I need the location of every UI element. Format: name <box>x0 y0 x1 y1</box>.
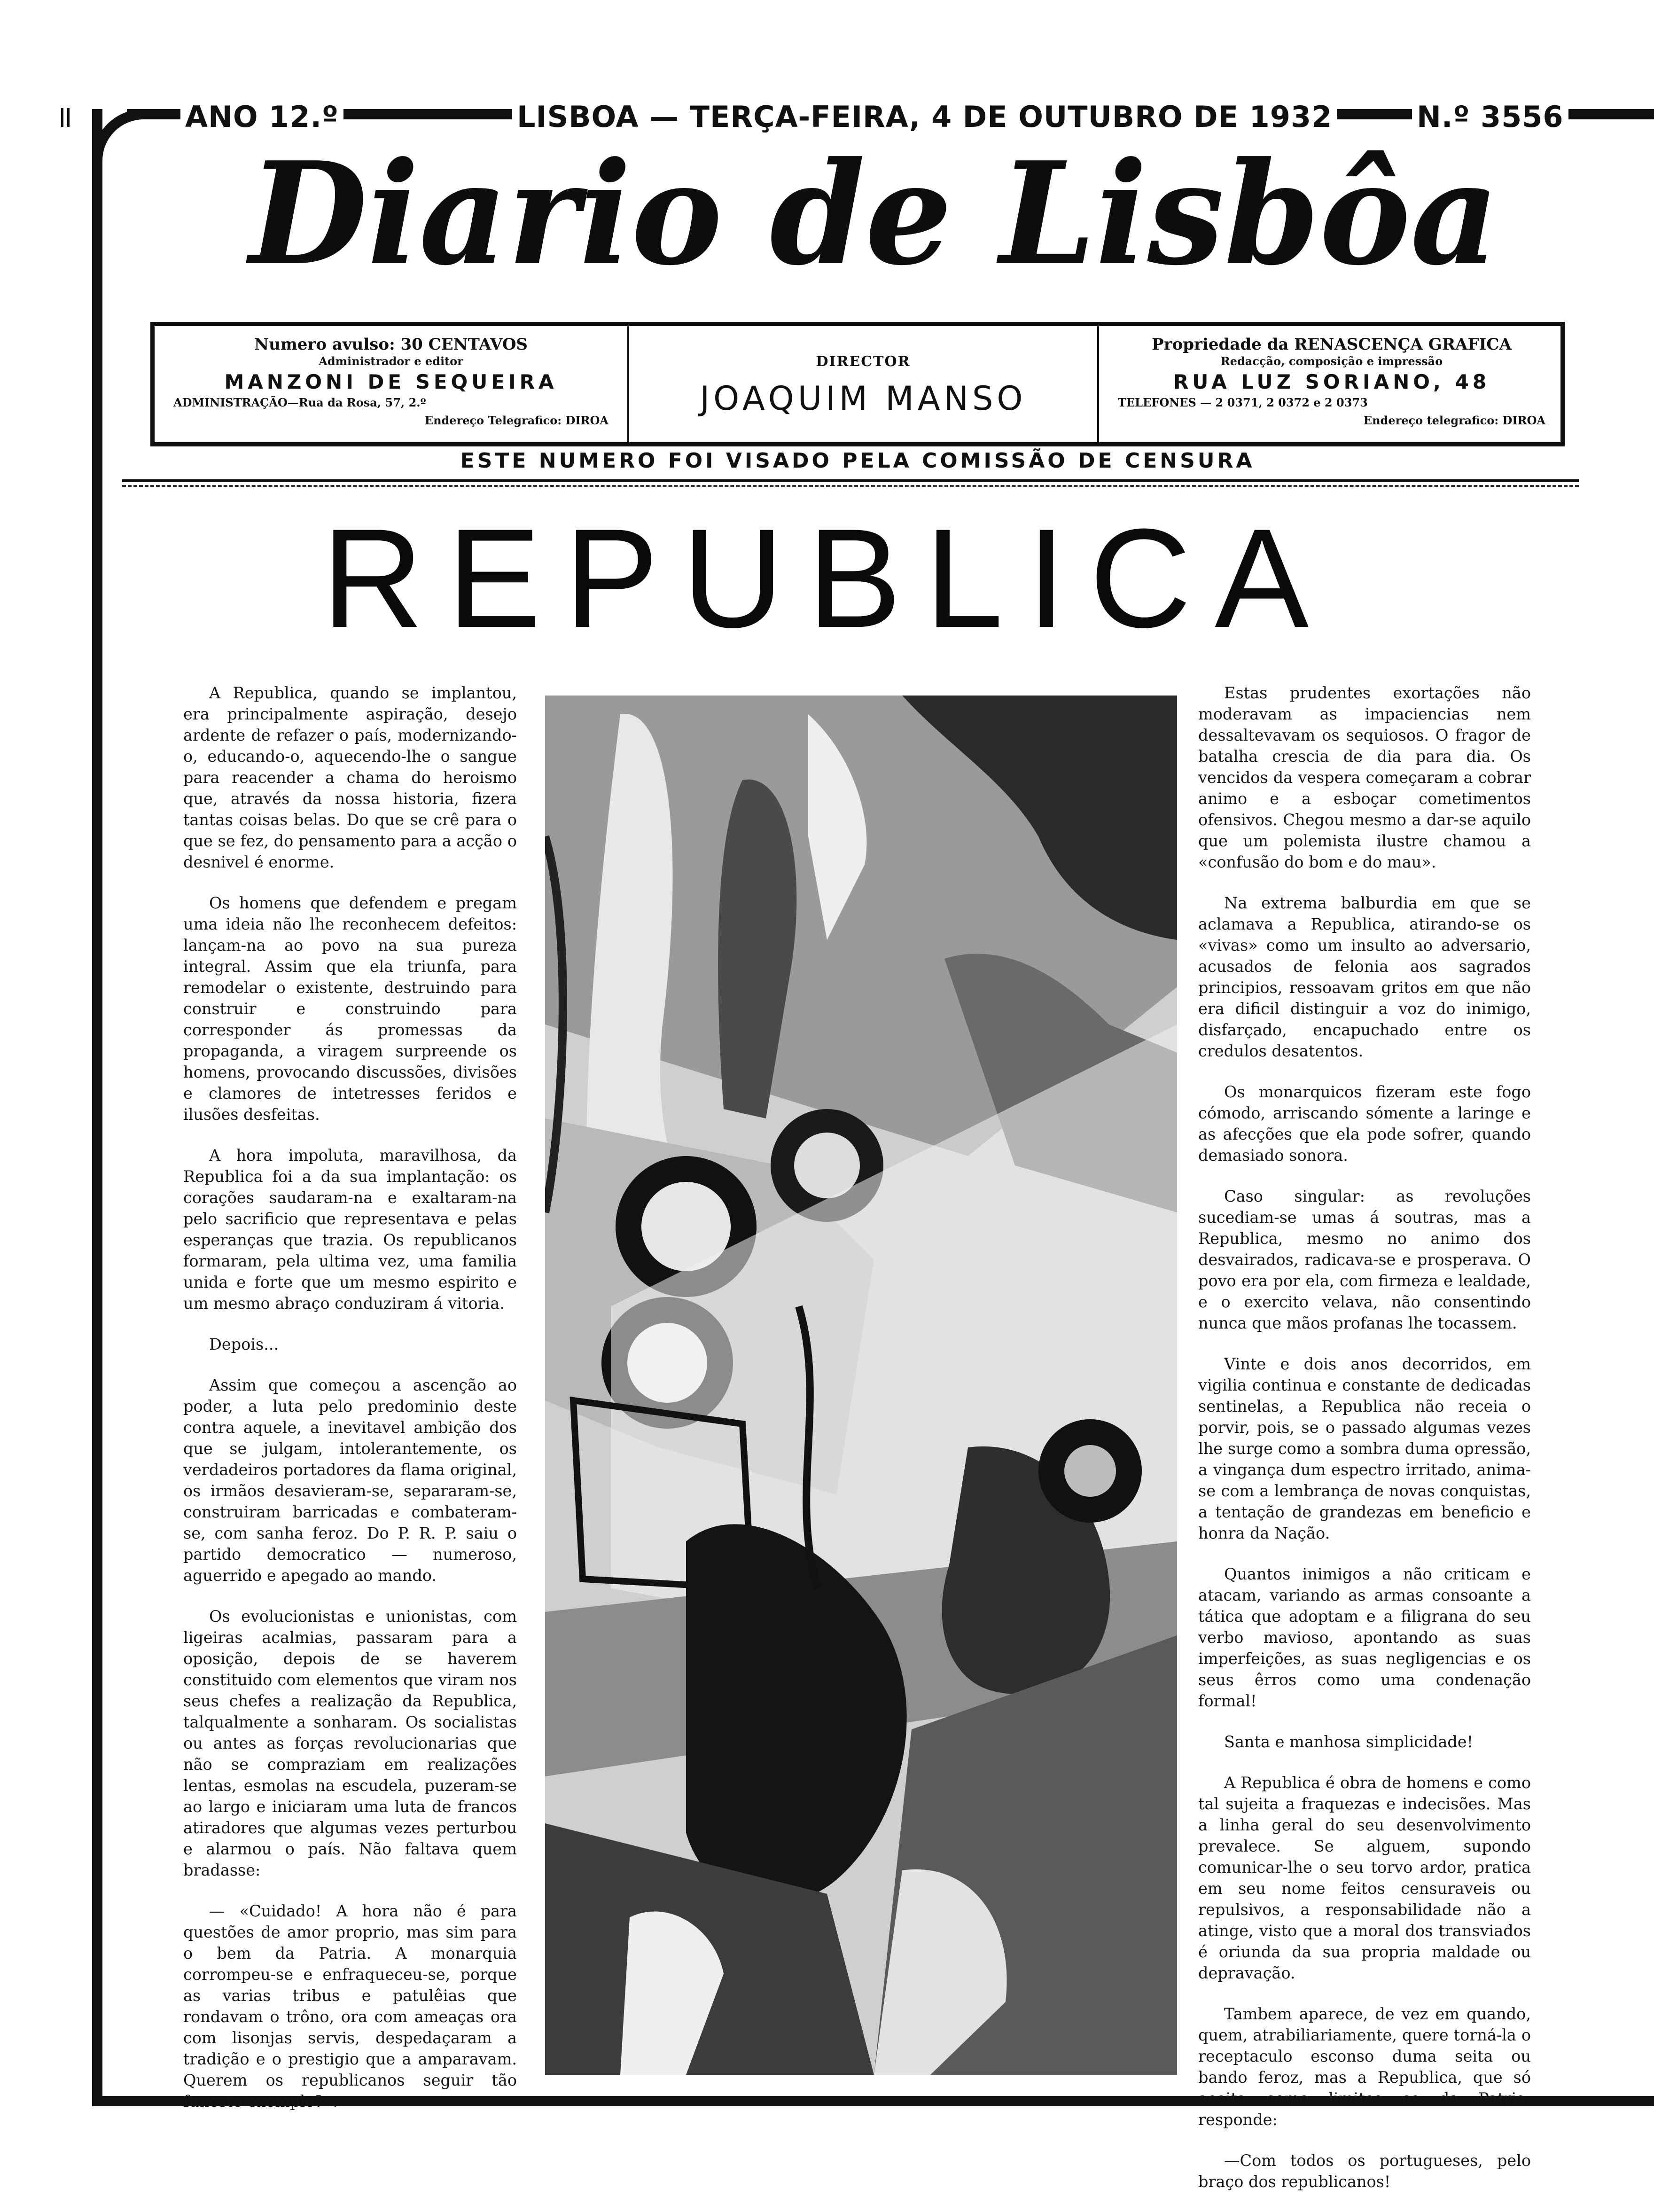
paragraph: A Republica é obra de homens e como tal sujeita a fraquezas e indecisões. Mas a linha geral do seu desenvolvimento prevalece. Se alguem, supondo comunicar-lhe o seu torvo ardor, pratica em seu nome feitos censuraveis ou repulsivos, a responsabilidade não a atinge, visto que a moral dos transviados é oriunda da sua propria maldade ou depravação. <box>1198 1774 1531 1982</box>
cubist-illustration <box>545 696 1177 2075</box>
header-rule <box>122 479 1579 482</box>
censor-notice: ESTE NUMERO FOI VISADO PELA COMISSÃO DE CENSURA <box>460 449 1255 473</box>
owner-line: Propriedade da RENASCENÇA GRAFICA <box>1152 335 1512 354</box>
article-column-right <box>1198 682 1531 2212</box>
phone-line: TELEFONES — 2 0371, 2 0372 e 2 0373 <box>1118 396 1368 409</box>
paragraph: Os evolucionistas e unionistas, com ligeiras acalmias, passaram para a oposição, depois de se haverem constituido com elementos que viram nos seus chefes a realização da Republica, talqualmente a sonharam. Os socialistas ou antes as forças revolucionarias que não se compraziam em realizações lentas, esmolas na escudela, puzeram-se ao largo e iniciaram uma luta de francos atiradores que algumas vezes perturbou e alarmou o país. Não faltava quem bradasse: <box>183 1607 517 1879</box>
paragraph: Depois... <box>209 1335 279 1353</box>
paragraph: —Com todos os portugueses, pelo braço dos republicanos! <box>1198 2151 1531 2191</box>
telegraph-right: Endereço telegrafico: DIROA <box>1363 414 1545 427</box>
paragraph: — «Cuidado! A hora não é para questões de amor proprio, mas sim para o bem da Patria. A monarquia corrompeu-se e enfraqueceu-se, porque as varias tribus e patulêias que rondavam o trôno, ora com ameaças ora com lisonjas servis, despedaçaram a tradição e o prestigio que a amparavam. Querem os republicanos seguir tão funesto exemplo?». <box>183 1902 517 2110</box>
dateline: LISBOA — TERÇA-FEIRA, 4 DE OUTUBRO DE 1932 <box>512 100 1337 134</box>
admin-label: Administrador e editor <box>319 354 463 368</box>
frame-left-rule <box>92 109 102 2106</box>
header-dashed-rule <box>122 485 1579 487</box>
street-address: RUA LUZ SORIANO, 48 <box>1173 370 1490 393</box>
redaction-line: Redacção, composição e impressão <box>1220 354 1443 368</box>
article-column-left <box>183 682 517 2132</box>
paragraph: Tambem aparece, de vez em quando, quem, atrabiliariamente, quere torná-la o receptaculo esconso duma seita ou bando feroz, mas a Republica, que só aceita como limites os da Patria, responde: <box>1198 2005 1531 2129</box>
admin-name: MANZONI DE SEQUEIRA <box>224 370 558 393</box>
paragraph: Vinte e dois anos decorridos, em vigilia continua e constante de dedicadas sentinelas, a Republica não receia o porvir, pois, se o passado algumas vezes lhe surge como a sombra duma opressão, a vingança dum espectro irritado, anima-se com a lembrança de novas conquistas, a tentação de grandezas em beneficio e honra da Nação. <box>1198 1355 1531 1542</box>
paragraph: Caso singular: as revoluções sucediam-se umas á soutras, mas a Republica, mesmo no animo dos desvairados, radicava-se e prosperava. O povo era por ela, com firmeza e lealdade, e o exercito velava, não consentindo nunca que mãos profanas lhe tocassem. <box>1198 1187 1531 1332</box>
price-line: Numero avulso: 30 CENTAVOS <box>254 335 528 354</box>
paragraph: Santa e manhosa simplicidade! <box>1224 1733 1474 1751</box>
paragraph: Na extrema balburdia em que se aclamava a Republica, atirando-se os «vivas» como um insulto ao adversario, acusados de felonia aos sagrados principios, ressoavam gritos em que não era dificil distinguir a voz do inimigo, disfarçado, encapuchado entre os credulos desatentos. <box>1198 894 1531 1060</box>
paragraph: Estas prudentes exortações não moderavam as impaciencias nem dessaltevavam os sequiosos. O fragor de batalha crescia de dia para dia. Os vencidos da vespera começaram a cobrar animo e a esboçar cometimentos ofensivos. Chegou mesmo a dar-se aquilo que um polemista ilustre chamou a «confusão do bom e do mau». <box>1198 684 1531 871</box>
newspaper-logo-text: Diario de Lisbôa <box>244 136 1499 291</box>
paragraph: A hora impoluta, maravilhosa, da Republica foi a da sua implantação: os corações saudaram-na e exaltaram-na pelo sacrificio que representava e pelas esperanças que trazia. Os republicanos formaram, pela ultima vez, uma familia unida e forte que um mesmo espirito e um mesmo abraço conduziram á vitoria. <box>183 1146 517 1313</box>
info-left-column <box>155 326 629 442</box>
info-middle-column <box>629 326 1099 442</box>
paragraph: Os homens que defendem e pregam uma ideia não lhe reconhecem defeitos: lançam-na ao povo na sua pureza integral. Assim que ela triunfa, para remodelar o existente, destruindo para construir e construindo para corresponder ás promessas da propaganda, a viragem surpreende os homens, provocando discussões, divisões e clamores de intetresses feridos e ilusões desfeitas. <box>183 894 517 1124</box>
margin-tick <box>61 108 70 127</box>
admin-address: ADMINISTRAÇÃO—Rua da Rosa, 57, 2.º <box>173 396 426 409</box>
masthead-info-box <box>150 322 1565 446</box>
issue-number: N.º 3556 <box>1412 100 1568 134</box>
paragraph: A Republica, quando se implantou, era principalmente aspiração, desejo ardente de refazer o país, modernizando-o, educando-o, aquecendo-lhe o sangue para reacender a chama do heroismo que, através da nossa historia, fizera tantas coisas belas. Do que se crê para o que se fez, do pensamento para a acção o desnivel é enorme. <box>183 684 517 871</box>
newspaper-logo <box>244 136 1504 291</box>
director-label: DIRECTOR <box>816 353 911 370</box>
director-name: JOAQUIM MANSO <box>700 379 1027 418</box>
paragraph: Quantos inimigos a não criticam e atacam, variando as armas consoante a tática que adoptam e a filigrana do seu verbo mavioso, apontando as suas imperfeições, as suas negligencias e os seus êrros como uma condenação formal! <box>1198 1565 1531 1710</box>
telegraph-left: Endereço Telegrafico: DIROA <box>424 414 609 427</box>
paragraph: Assim que começou a ascenção ao poder, a luta pelo predominio deste contra aquele, a inevitavel ambição dos que se julgam, intolerantemente, os verdadeiros portadores da flama original, os irmãos desavieram-se, separaram-se, construiram barricadas e combateram-se, com sanha feroz. Do P. R. P. saiu o partido democratico — numeroso, aguerrido e apegado ao mando. <box>183 1376 517 1585</box>
main-headline: REPUBLICA <box>321 499 1333 657</box>
year-label: ANO 12.º <box>180 100 343 134</box>
paragraph: Os monarquicos fizeram este fogo cómodo, arriscando sómente a laringe e as afecções que ela pode sofrer, quando demasiado sonora. <box>1198 1083 1531 1165</box>
info-right-column <box>1099 326 1564 442</box>
